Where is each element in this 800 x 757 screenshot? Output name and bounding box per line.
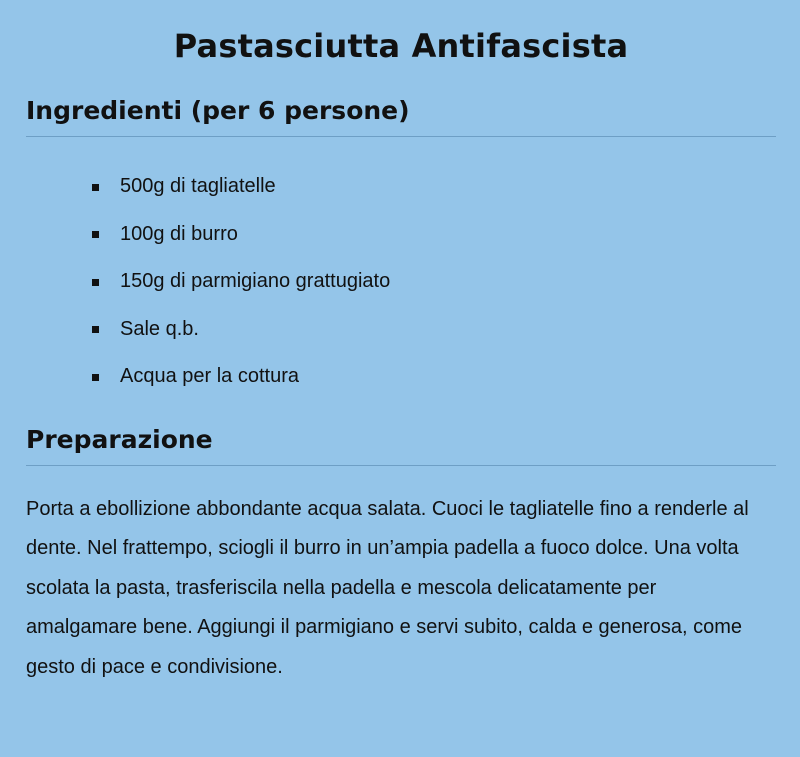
ingredient-text: Acqua per la cottura <box>120 365 299 387</box>
square-bullet-icon <box>92 374 99 381</box>
ingredient-text: Sale q.b. <box>120 317 199 340</box>
square-bullet-icon <box>92 326 99 333</box>
preparation-text: Porta a ebollizione abbondante acqua salata. Cuoci le tagliatelle fino a renderle al dente. Nel frattempo, sciogli il burro in un’ampia padella a fuoco dolce. Una volta scolata la pasta, trasferiscila nella padella e mescola delicatamente per amalgamare bene. Aggiungi il parmigiano e servi subito, calda e generosa, come gesto di pace e condivisione. <box>26 497 749 678</box>
list-item <box>92 258 776 306</box>
ingredient-text: 150g di parmigiano grattugiato <box>120 270 391 292</box>
ingredient-text: 100g di burro <box>120 222 238 245</box>
preparation-heading: Preparazione <box>26 423 776 466</box>
square-bullet-icon <box>92 231 99 238</box>
ingredients-heading: Ingredienti (per 6 persone) <box>26 94 776 137</box>
list-item <box>92 163 776 211</box>
page-title: Pastasciutta Antifascista <box>173 27 629 65</box>
list-item <box>92 353 776 401</box>
list-item <box>92 306 776 354</box>
ingredients-list <box>26 163 776 401</box>
ingredient-text: 500g di tagliatelle <box>120 175 276 197</box>
square-bullet-icon <box>92 279 99 286</box>
list-item <box>92 211 776 259</box>
square-bullet-icon <box>92 184 99 191</box>
